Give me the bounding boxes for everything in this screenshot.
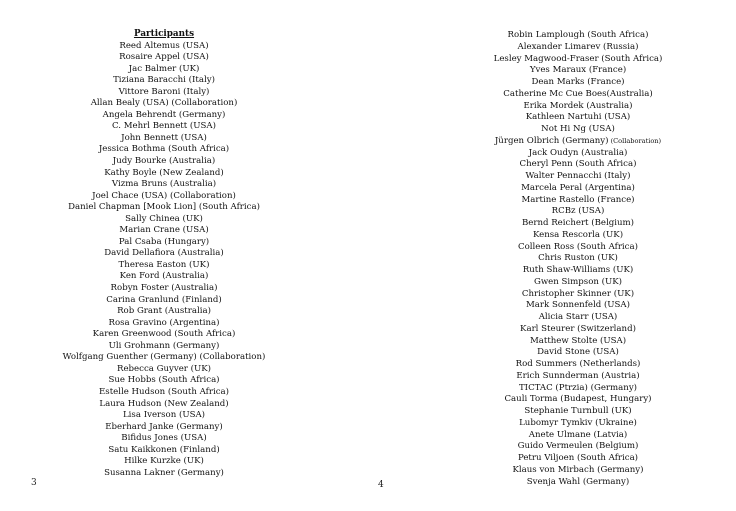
participant-name: Reed Altemus (USA) [119,40,209,51]
participant-name: Susanna Lakner (Germany) [104,467,224,478]
participants-list-left [42,29,286,479]
participant-name: Theresa Easton (UK) [118,259,210,270]
participant-name: Joel Chace (USA) (Collaboration) [92,190,236,201]
participant-name: David Dellafiora (Australia) [104,248,224,259]
participant-name: Robin Lamplough (South Africa) [507,30,649,40]
participant-name: Rebecca Guyver (UK) [116,363,212,374]
participant-name: Dean Marks (France) [531,77,625,87]
participant-name: Marian Crane (USA) [119,225,209,236]
participant-name: Guido Vermeulen (Belgium) [517,441,639,452]
participant-name: Jürgen Olbrich (Germany) [494,135,609,146]
participant-name: Lubomyr Tymkiv (Ukraine) [519,417,637,428]
participant-name: Christopher Skinner (UK) [521,288,635,299]
participant-name: Marcela Peral (Argentina) [521,182,635,193]
participant-name: Matthew Stolte (USA) [529,335,627,346]
right-page [368,0,736,511]
page-number-right: 4 [378,480,384,490]
page-number-left: 3 [31,478,37,488]
participant-name: Jessica Bothma (South Africa) [98,144,230,155]
participant-name: Stephanie Turnbull (UK) [524,406,632,416]
participant-name: Svenja Wahl (Germany) [526,476,630,487]
participant-name: Judy Bourke (Australia) [112,156,216,167]
collaboration-note: (Collaboration) [608,136,662,145]
participant-name: Estelle Hudson (South Africa) [99,386,229,397]
participant-name: David Stone (USA) [537,347,619,358]
participant-name: Bernd Reichert (Belgium) [521,218,635,228]
participant-name: Satu Kaikkonen (Finland) [108,444,220,455]
participant-name: Martine Rastello (France) [521,194,635,205]
participant-name: Erich Sunnderman (Austria) [516,370,640,381]
participant-name: Uli Grohmann (Germany) [108,340,220,351]
participant-name: John Bennett (USA) [121,132,207,143]
participant-name: Laura Hudson (New Zealand) [99,398,229,409]
participants-heading: Participants [133,29,195,39]
participant-name: Vittore Baroni (Italy) [118,86,210,97]
participant-name: Petru Viljoen (South Africa) [517,453,639,463]
participant-name: Eberhard Janke (Germany) [105,421,223,432]
participant-name: Tiziana Baracchi (Italy) [113,75,215,86]
participant-name: Walter Pennacchi (Italy) [525,171,631,181]
participant-name: Cheryl Penn (South Africa) [519,159,637,170]
participants-list-right [460,30,696,488]
participant-name: C. Mehrl Bennett (USA) [112,121,216,132]
participant-name: Wolfgang Guenther (Germany) (Collaboration) [62,352,266,363]
participant-name-with-note [460,136,696,148]
participant-name: Vizma Bruns (Australia) [111,179,217,190]
participant-name: Rosaire Appel (USA) [119,52,209,63]
participant-name: Angela Behrendt (Germany) [102,109,226,120]
participant-name: Kathy Boyle (New Zealand) [104,167,224,178]
participant-name: Catherine Mc Cue Boes(Australia) [503,88,653,99]
participant-name: Erika Mordek (Australia) [523,100,633,111]
participant-name: Alexander Limarev (Russia) [517,41,639,52]
participant-name: Yves Maraux (France) [529,65,627,76]
participant-name: RCBz (USA) [551,206,605,217]
participant-name: Ruth Shaw-Williams (UK) [522,265,634,275]
participant-name: Colleen Ross (South Africa) [518,241,638,252]
participant-name: Kathleen Nartuhi (USA) [525,112,631,123]
participant-name: Alicia Starr (USA) [538,312,618,322]
participant-name: Karl Steurer (Switzerland) [520,323,636,334]
participant-name: Allan Bealy (USA) (Collaboration) [90,98,238,109]
participant-name: Pal Csaba (Hungary) [118,236,210,247]
participant-name: Sue Hobbs (South Africa) [108,375,220,386]
participant-name: TICTAC (Ptrzia) (Germany) [518,382,638,393]
participant-name: Kensa Rescorla (UK) [532,229,624,240]
participant-name: Jack Oudyn (Australia) [528,147,628,158]
participant-name: Cauli Torma (Budapest, Hungary) [504,394,652,405]
participant-name: Robyn Foster (Australia) [110,283,218,294]
participant-name: Rob Grant (Australia) [117,306,211,317]
participant-name: Rosa Gravino (Argentina) [108,317,220,328]
participant-name: Bifidus Jones (USA) [121,433,207,444]
participant-name: Ken Ford (Australia) [119,271,209,282]
participant-name: Hilke Kurzke (UK) [124,456,204,467]
participant-name: Jac Balmer (UK) [128,63,200,74]
participant-name: Not Hi Ng (USA) [541,124,615,134]
participant-name: Anete Ulmane (Latvia) [528,429,628,440]
participant-name: Mark Sonnenfeld (USA) [525,300,630,311]
participant-name: Daniel Chapman [Mook Lion] (South Africa) [68,202,260,213]
participant-name: Chris Ruston (UK) [538,253,618,264]
participant-name: Sally Chinea (UK) [125,213,203,224]
participant-name: Klaus von Mirbach (Germany) [512,464,644,475]
participant-name: Carina Granlund (Finland) [106,294,222,305]
participant-name: Gwen Simpson (UK) [533,276,623,287]
participant-name: Lesley Magwood-Fraser (South Africa) [493,53,663,64]
participant-name: Lisa Iverson (USA) [122,410,206,421]
participant-name: Karen Greenwood (South Africa) [92,329,236,340]
participant-name: Rod Summers (Netherlands) [515,359,641,369]
